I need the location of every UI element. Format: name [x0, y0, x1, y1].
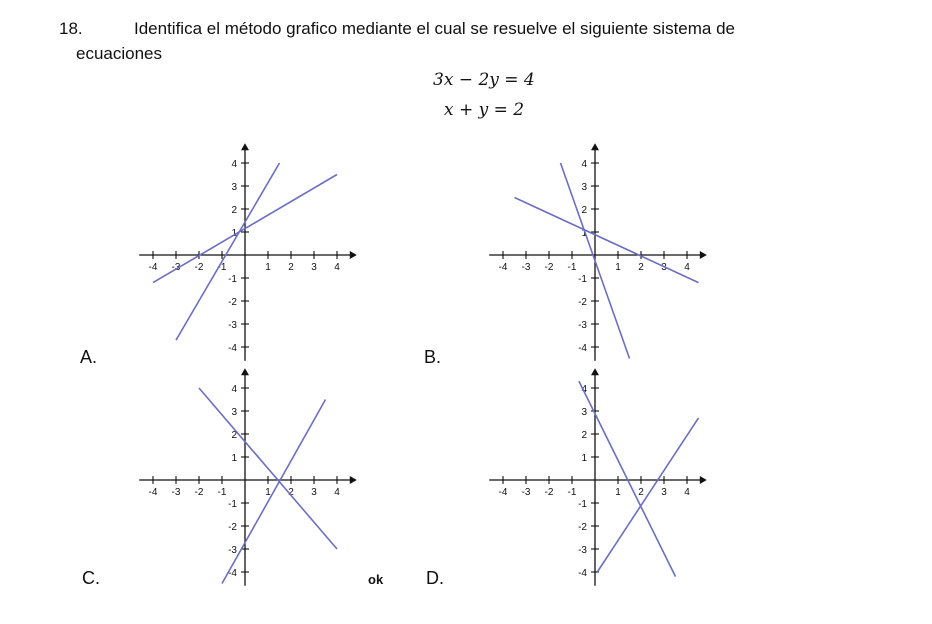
x-tick-label: 2 [288, 487, 294, 498]
x-tick-label: 1 [265, 262, 271, 273]
y-tick-label: 3 [581, 407, 587, 418]
y-tick-label: 4 [231, 159, 237, 170]
x-tick-label: 1 [615, 262, 621, 273]
x-tick-label: -1 [217, 262, 227, 273]
x-axis-arrow-icon [700, 476, 707, 484]
x-tick-label: -4 [148, 262, 158, 273]
x-tick-label: 2 [288, 262, 294, 273]
y-tick-label: 2 [581, 205, 587, 216]
series-line-2 [222, 400, 326, 584]
y-axis-arrow-icon [241, 368, 249, 375]
y-tick-label: -4 [228, 568, 237, 579]
x-tick-label: -2 [544, 262, 554, 273]
x-axis-arrow-icon [700, 251, 707, 259]
graph-option-a[interactable] [145, 145, 365, 365]
x-tick-label: 3 [661, 487, 667, 498]
x-tick-label: 4 [684, 487, 690, 498]
graph-option-b[interactable] [495, 145, 715, 365]
y-tick-label: 2 [231, 430, 237, 441]
y-tick-label: -2 [228, 522, 237, 533]
y-tick-label: 1 [231, 228, 237, 239]
y-tick-label: 1 [231, 453, 237, 464]
x-tick-label: 4 [684, 262, 690, 273]
y-tick-label: 4 [581, 159, 587, 170]
y-axis-arrow-icon [241, 143, 249, 150]
x-tick-label: -2 [544, 487, 554, 498]
y-tick-label: 3 [231, 407, 237, 418]
y-tick-label: -1 [578, 274, 587, 285]
x-tick-label: -2 [194, 487, 204, 498]
question-text-continued: ecuaciones [76, 44, 163, 63]
x-tick-label: -4 [148, 487, 158, 498]
x-tick-label: -3 [171, 262, 181, 273]
x-tick-label: -4 [498, 487, 508, 498]
y-axis-arrow-icon [591, 143, 599, 150]
y-tick-label: 3 [581, 182, 587, 193]
y-tick-label: -1 [578, 499, 587, 510]
graph-option-c[interactable] [145, 370, 365, 590]
y-tick-label: -2 [578, 297, 587, 308]
x-tick-label: -1 [217, 487, 227, 498]
y-axis-arrow-icon [591, 368, 599, 375]
x-tick-label: 3 [661, 262, 667, 273]
y-tick-label: 2 [581, 430, 587, 441]
y-tick-label: -4 [228, 343, 237, 354]
series-line-1 [579, 381, 676, 576]
x-tick-label: 1 [265, 487, 271, 498]
y-tick-label: -2 [228, 297, 237, 308]
graph-option-d[interactable] [495, 370, 715, 590]
x-tick-label: -1 [567, 487, 577, 498]
y-tick-label: 4 [231, 384, 237, 395]
series-line-1 [199, 388, 337, 549]
option-d-label[interactable]: D. [426, 568, 444, 588]
x-tick-label: 2 [638, 262, 644, 273]
x-tick-label: -4 [498, 262, 508, 273]
y-tick-label: 1 [581, 228, 587, 239]
equation-1: 3x − 2y = 4 [433, 70, 535, 90]
y-tick-label: 3 [231, 182, 237, 193]
x-tick-label: 3 [311, 487, 317, 498]
x-tick-label: 3 [311, 262, 317, 273]
option-a-label[interactable]: A. [80, 347, 98, 367]
x-axis-arrow-icon [350, 476, 357, 484]
x-tick-label: -3 [171, 487, 181, 498]
series-line-1 [176, 163, 280, 340]
x-tick-label: 4 [334, 487, 340, 498]
y-tick-label: -4 [578, 343, 587, 354]
y-tick-label: 1 [581, 453, 587, 464]
x-tick-label: 1 [615, 487, 621, 498]
y-tick-label: 4 [581, 384, 587, 395]
question-number: 18. [59, 19, 83, 38]
y-tick-label: -3 [228, 545, 237, 556]
x-tick-label: -1 [567, 262, 577, 273]
y-tick-label: -1 [228, 274, 237, 285]
y-tick-label: -2 [578, 522, 587, 533]
y-tick-label: -3 [578, 320, 587, 331]
option-c-note: ok [368, 572, 384, 587]
x-tick-label: -2 [194, 262, 204, 273]
y-tick-label: -3 [228, 320, 237, 331]
x-axis-arrow-icon [350, 251, 357, 259]
equation-2: x + y = 2 [444, 100, 525, 120]
y-tick-label: -1 [228, 499, 237, 510]
y-tick-label: 2 [231, 205, 237, 216]
option-b-label[interactable]: B. [424, 347, 442, 367]
y-tick-label: -4 [578, 568, 587, 579]
question-text: Identifica el método grafico mediante el cual se resuelve el siguiente sistema de [134, 19, 736, 38]
x-tick-label: -3 [521, 262, 531, 273]
x-tick-label: 2 [638, 487, 644, 498]
x-tick-label: -3 [521, 487, 531, 498]
y-tick-label: -3 [578, 545, 587, 556]
option-c-label[interactable]: C. [82, 568, 100, 588]
x-tick-label: 4 [334, 262, 340, 273]
series-line-2 [515, 198, 699, 283]
